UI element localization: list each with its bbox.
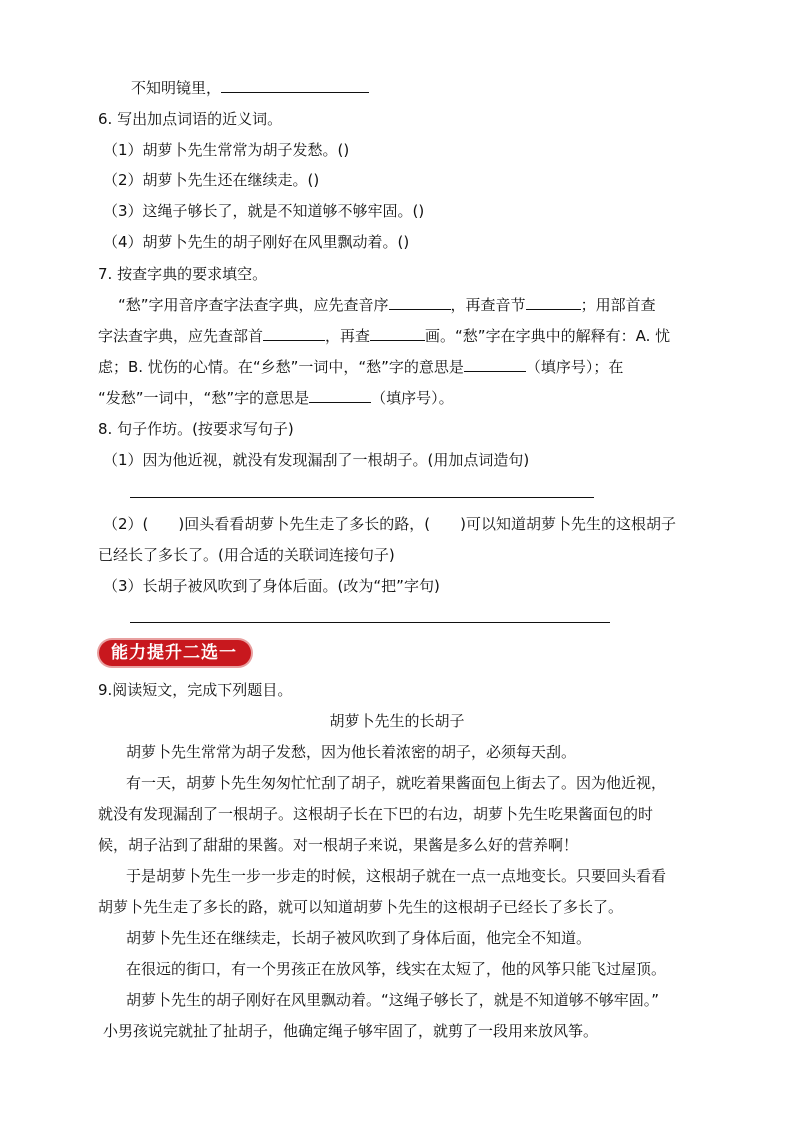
text: 画。“愁”字在字典中的解释有：A. 忧 — [425, 327, 671, 345]
poem-line — [131, 78, 369, 98]
text: 虑；B. 忧伤的心情。在“乡愁”一词中，“愁”字的意思是 — [98, 358, 464, 376]
question-6-item-4: （4）胡萝卜先生的胡子刚好在风里飘动着。() — [103, 233, 410, 251]
question-8-heading: 8. 句子作坊。(按要求写句子) — [98, 420, 294, 438]
question-8-item-3: （3）长胡子被风吹到了身体后面。(改为“把”字句) — [103, 577, 440, 595]
text: “发愁”一词中，“愁”字的意思是 — [98, 389, 310, 407]
answer-blank[interactable] — [221, 78, 369, 93]
answer-line[interactable] — [130, 622, 610, 623]
question-8-item-2-line-1: （2）( )回头看看胡萝卜先生走了多长的路，( )可以知道胡萝卜先生的这根胡子 — [103, 515, 676, 533]
answer-blank[interactable] — [526, 295, 581, 310]
section-badge: 能力提升二选一 — [99, 640, 251, 666]
passage-line: 有一天，胡萝卜先生匆匆忙忙刮了胡子，就吃着果酱面包上街去了。因为他近视， — [126, 774, 667, 792]
text: ，再查 — [325, 327, 371, 345]
question-6-item-1: （1）胡萝卜先生常常为胡子发愁。() — [103, 141, 350, 159]
question-7-heading: 7. 按查字典的要求填空。 — [98, 265, 268, 283]
question-6-item-3: （3）这绳子够长了，就是不知道够不够牢固。() — [103, 202, 425, 220]
question-7-line-4 — [98, 388, 454, 408]
passage-line: 胡萝卜先生常常为胡子发愁，因为他长着浓密的胡子，必须每天刮。 — [126, 743, 577, 761]
question-6-heading: 6. 写出加点词语的近义词。 — [98, 110, 283, 128]
question-6-item-2: （2）胡萝卜先生还在继续走。() — [103, 171, 320, 189]
question-7-line-3 — [98, 357, 623, 377]
passage-line: 在很远的街口，有一个男孩正在放风筝，线实在太短了，他的风筝只能飞过屋顶。 — [126, 960, 667, 978]
text: 字法查字典，应先查部首 — [98, 327, 264, 345]
question-8-item-1: （1）因为他近视，就没有发现漏刮了一根胡子。(用加点词造句) — [103, 451, 530, 469]
answer-line[interactable] — [130, 497, 594, 498]
passage-title: 胡萝卜先生的长胡子 — [329, 712, 465, 730]
question-7-line-2 — [98, 326, 670, 346]
answer-blank[interactable] — [389, 295, 451, 310]
text: “愁”字用音序查字法查字典，应先查音序 — [118, 296, 389, 314]
text: ，再查音节 — [450, 296, 526, 314]
question-7-line-1 — [118, 295, 656, 315]
passage-line: 就没有发现漏刮了一根胡子。这根胡子长在下巴的右边，胡萝卜先生吃果酱面包的时 — [98, 805, 654, 823]
passage-line: 小男孩说完就扯了扯胡子，他确定绳子够牢固了，就剪了一段用来放风筝。 — [103, 1022, 599, 1040]
passage-line: 候，胡子沾到了甜甜的果酱。对一根胡子来说，果酱是多么好的营养啊！ — [98, 836, 579, 854]
passage-line: 胡萝卜先生还在继续走，长胡子被风吹到了身体后面，他完全不知道。 — [126, 929, 592, 947]
answer-blank[interactable] — [370, 326, 425, 341]
question-8-item-2-line-2: 已经长了多长了。(用合适的关联词连接句子) — [98, 546, 395, 564]
text: （填序号）。 — [371, 389, 454, 407]
passage-line: 胡萝卜先生走了多长的路，就可以知道胡萝卜先生的这根胡子已经长了多长了。 — [98, 898, 624, 916]
text: （填序号）；在 — [525, 358, 624, 376]
text: ；用部首查 — [580, 296, 656, 314]
passage-line: 胡萝卜先生的胡子刚好在风里飘动着。“这绳子够长了，就是不知道够不够牢固。” — [126, 991, 660, 1009]
question-9-heading: 9.阅读短文，完成下列题目。 — [98, 681, 293, 699]
answer-blank[interactable] — [263, 326, 325, 341]
answer-blank[interactable] — [309, 388, 371, 403]
passage-line: 于是胡萝卜先生一步一步走的时候，这根胡子就在一点一点地变长。只要回头看看 — [126, 867, 667, 885]
answer-blank[interactable] — [464, 357, 526, 372]
poem-line-text: 不知明镜里， — [131, 79, 222, 97]
